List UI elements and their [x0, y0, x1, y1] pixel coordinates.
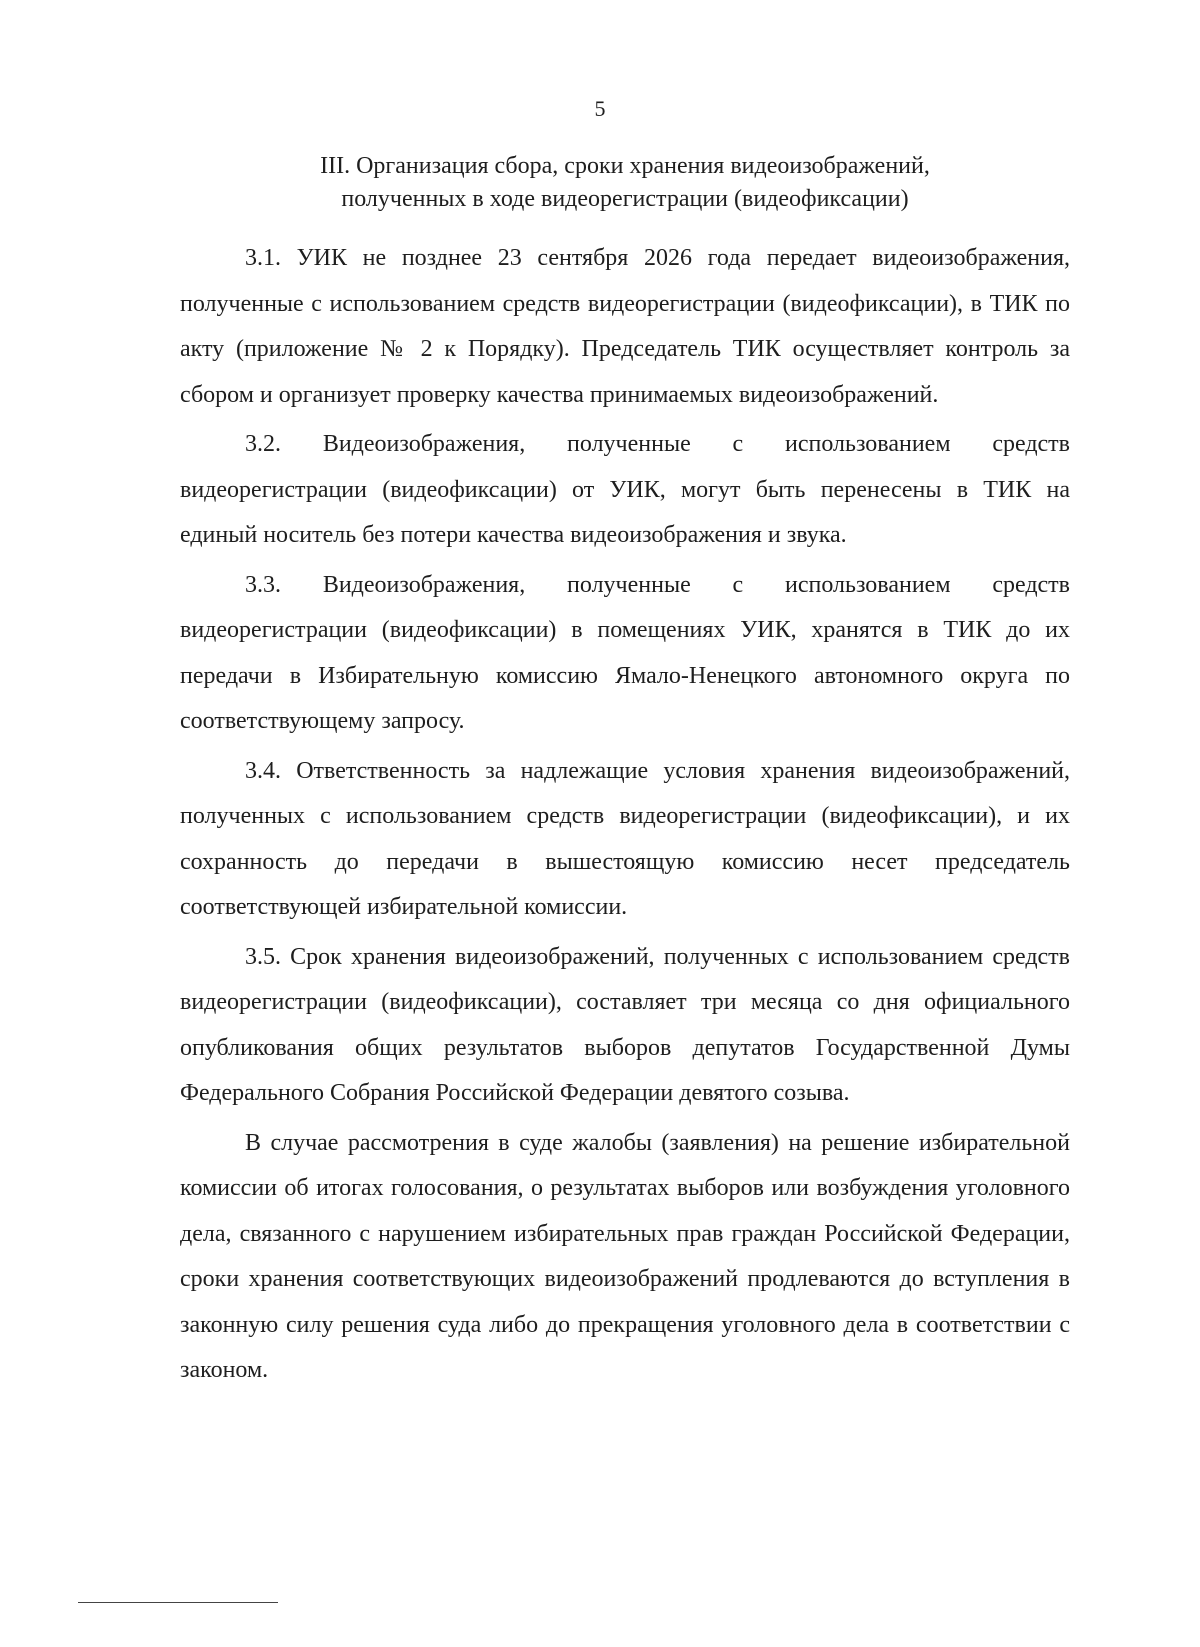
- paragraph-3-1: 3.1. УИК не позднее 23 сентября 2026 года передает видеоизображения, полученные с использованием средств видеорегистрации (видеофиксации), в ТИК по акту (приложение № 2 к Порядку). Председатель ТИК осуществляет контроль за сбором и организует проверку качества принимаемых видеоизображений.: [180, 245, 1070, 408]
- paragraph-3-2: 3.2. Видеоизображения, полученные с использованием средств видеорегистрации (видеофиксации) от УИК, могут быть перенесены в ТИК на единый носитель без потери качества видеоизображения и звука.: [180, 431, 1070, 548]
- section-title-line-1: III. Организация сбора, сроки хранения видеоизображений,: [320, 153, 930, 179]
- section-title-line-2: полученных в ходе видеорегистрации (видеофиксации): [341, 186, 909, 212]
- section-title: [180, 150, 1070, 216]
- footnote-divider: [78, 1602, 278, 1603]
- paragraph-court-case: В случае рассмотрения в суде жалобы (заявления) на решение избирательной комиссии об итогах голосования, о результатах выборов или возбуждения уголовного дела, связанного с нарушением избирательных прав граждан Российской Федерации, сроки хранения соответствующих видеоизображений продлеваются до вступления в законную силу решения суда либо до прекращения уголовного дела в соответствии с законом.: [180, 1129, 1070, 1383]
- paragraph-3-4: 3.4. Ответственность за надлежащие условия хранения видеоизображений, полученных с использованием средств видеорегистрации (видеофиксации), и их сохранность до передачи в вышестоящую комиссию несет председатель соответствующей избирательной комиссии.: [180, 757, 1070, 920]
- paragraph-3-5: 3.5. Срок хранения видеоизображений, полученных с использованием средств видеорегистрации (видеофиксации), составляет три месяца со дня официального опубликования общих результатов выборов депутатов Государственной Думы Федерального Собрания Российской Федерации девятого созыва.: [180, 943, 1070, 1106]
- page-number: 5: [594, 96, 606, 121]
- document-body: [180, 236, 1070, 1398]
- paragraph-3-3: 3.3. Видеоизображения, полученные с использованием средств видеорегистрации (видеофиксации) в помещениях УИК, хранятся в ТИК до их передачи в Избирательную комиссию Ямало-Ненецкого автономного округа по соответствующему запросу.: [180, 571, 1070, 734]
